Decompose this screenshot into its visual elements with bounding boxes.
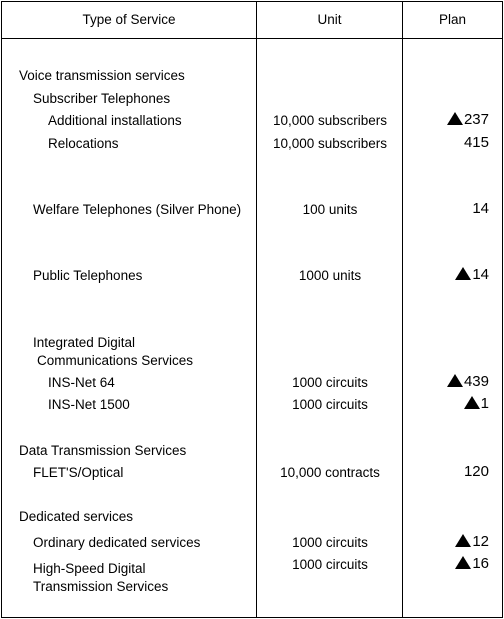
service-label: Ordinary dedicated services: [33, 535, 201, 550]
plan-value: 14: [472, 200, 489, 217]
header-divider: [2, 38, 502, 39]
category-label: Data Transmission Services: [19, 443, 187, 458]
subcategory-label: Integrated Digital: [33, 335, 136, 350]
plan-value: 415: [463, 134, 489, 151]
plan-value: 1: [464, 395, 489, 413]
category-label: Voice transmission services: [19, 68, 185, 83]
header-plan: Plan: [438, 12, 467, 27]
column-divider: [256, 2, 257, 617]
subcategory-label-line2: Communications Services: [37, 353, 194, 368]
plan-value: 14: [455, 266, 489, 284]
plan-value: 439: [447, 373, 489, 391]
service-label: High-Speed Digital: [33, 561, 146, 576]
header-unit: Unit: [317, 12, 342, 27]
negative-triangle-icon: [455, 267, 471, 280]
header-type-of-service: Type of Service: [82, 12, 176, 27]
negative-triangle-icon: [447, 112, 463, 125]
unit-value: 10,000 subscribers: [272, 113, 388, 128]
unit-value: 1000 circuits: [292, 375, 368, 390]
service-label: Public Telephones: [33, 268, 143, 283]
service-label-line2: Transmission Services: [33, 579, 169, 594]
service-label: INS-Net 64: [48, 375, 115, 390]
unit-value: 1000 circuits: [292, 397, 368, 412]
category-label: Dedicated services: [19, 509, 134, 524]
service-label: INS-Net 1500: [48, 397, 130, 412]
negative-triangle-icon: [447, 374, 463, 387]
column-divider: [402, 2, 403, 617]
negative-triangle-icon: [455, 534, 471, 547]
plan-value: 16: [455, 555, 489, 573]
service-label: Welfare Telephones (Silver Phone): [33, 202, 242, 217]
unit-value: 100 units: [302, 202, 358, 217]
negative-triangle-icon: [464, 396, 480, 409]
service-label: FLET'S/Optical: [33, 465, 124, 480]
service-plan-table: [1, 1, 503, 618]
unit-value: 1000 circuits: [292, 535, 368, 550]
plan-value: 12: [455, 533, 489, 551]
unit-value: 10,000 subscribers: [272, 136, 388, 151]
unit-value: 10,000 contracts: [280, 465, 380, 480]
service-label: Relocations: [48, 136, 119, 151]
plan-value: 237: [447, 111, 489, 129]
negative-triangle-icon: [455, 556, 471, 569]
unit-value: 1000 units: [298, 268, 362, 283]
subcategory-label: Subscriber Telephones: [33, 91, 171, 106]
plan-value: 120: [463, 463, 489, 480]
unit-value: 1000 circuits: [292, 557, 368, 572]
service-label: Additional installations: [48, 113, 182, 128]
